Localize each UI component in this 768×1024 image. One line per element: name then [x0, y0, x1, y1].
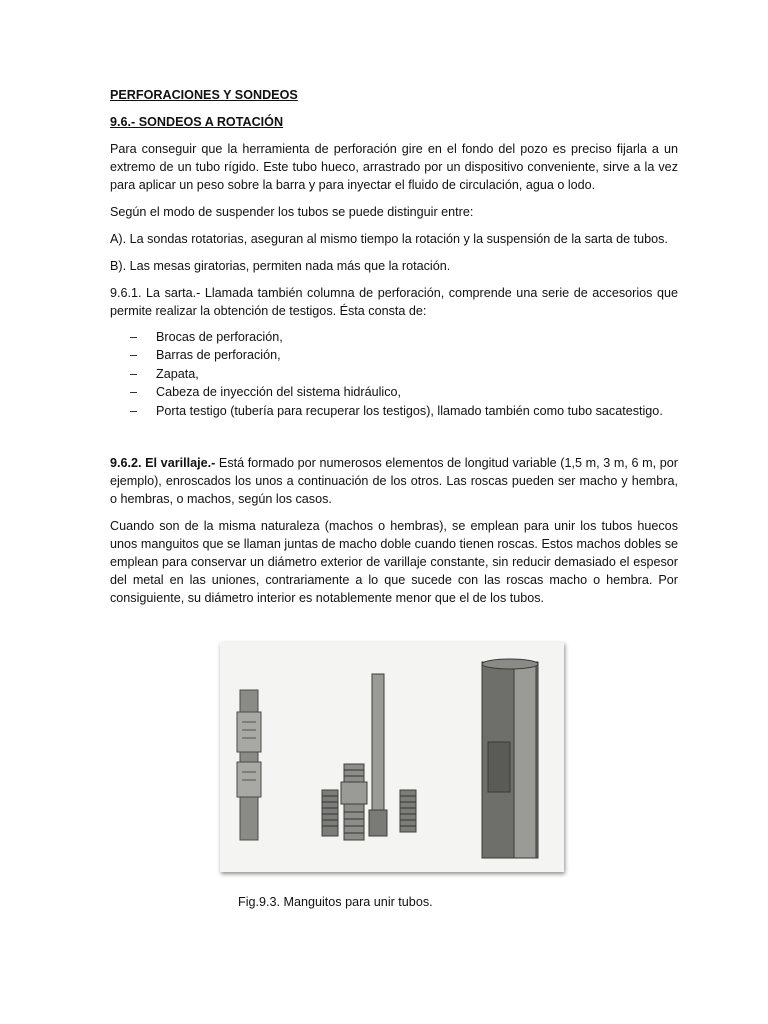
paragraph-4: B). Las mesas giratorias, permiten nada más que la rotación. [110, 259, 451, 273]
list-marker: – [130, 366, 138, 381]
document-body [110, 86, 678, 616]
figure-manguitos [220, 642, 564, 872]
manguitos-illustration [220, 642, 564, 872]
list-marker: – [130, 348, 138, 363]
paragraph-1: Para conseguir que la herramienta de perforación gire en el fondo del pozo es preciso fijarla a un extremo de un tubo rígido. Este tubo hueco, arrastrado por un dispositivo conveniente, sirve a la vez para aplicar un peso sobre la barra y para inyectar el fluido de circulación, agua o lodo. [110, 142, 678, 192]
list-item: – Zapata, [110, 365, 678, 383]
list-marker: – [130, 403, 138, 418]
paragraph-2: Según el modo de suspender los tubos se puede distinguir entre: [110, 205, 474, 219]
accessory-list [110, 328, 678, 420]
list-item: – Porta testigo (tubería para recuperar los testigos), llamado también como tubo sacatestigo. [110, 402, 678, 420]
list-marker: – [130, 385, 138, 400]
left-coupling [237, 690, 261, 840]
middle-couplings [322, 674, 416, 840]
section-heading: 9.6.- SONDEOS A ROTACIÓN [110, 115, 284, 129]
paragraph-3: A). La sondas rotatorias, aseguran al mismo tiempo la rotación y la suspensión de la sarta de tubos. [110, 232, 668, 246]
list-item: – Barras de perforación, [110, 346, 678, 364]
paragraph-6: 9.6.2. El varillaje.- Está formado por numerosos elementos de longitud variable (1,5 m, 3 m, 6 m, por ejemplo), enroscados los unos a continuación de los otros. Las roscas pueden ser macho y hembra, o hembras, o machos, según los casos. [110, 456, 678, 507]
list-item: – Cabeza de inyección del sistema hidráulico, [110, 383, 678, 401]
paragraph-7: Cuando son de la misma naturaleza (machos o hembras), se emplean para unir los tubos huecos unos manguitos que se llaman juntas de macho doble cuando tienen roscas. Estos machos dobles se emplean para conservar un diámetro exterior de varillaje constante, sin reducir demasiado el espesor del metal en las uniones, contrariamente a lo que sucede con las roscas macho o hembra. Por consiguiente, su diámetro interior es notablemente menor que el de los tubos. [110, 519, 678, 606]
subsection-label: 9.6.2. El varillaje.- [110, 456, 216, 471]
right-sleeve [482, 659, 538, 858]
figure-caption: Fig.9.3. Manguitos para unir tubos. [238, 895, 433, 909]
paragraph-5: 9.6.1. La sarta.- Llamada también columna de perforación, comprende una serie de accesorios que permite realizar la obtención de testigos. Ésta consta de: [110, 286, 678, 318]
list-marker: – [130, 330, 138, 344]
document-title: PERFORACIONES Y SONDEOS [110, 88, 298, 102]
list-item: – Brocas de perforación, [110, 328, 678, 346]
